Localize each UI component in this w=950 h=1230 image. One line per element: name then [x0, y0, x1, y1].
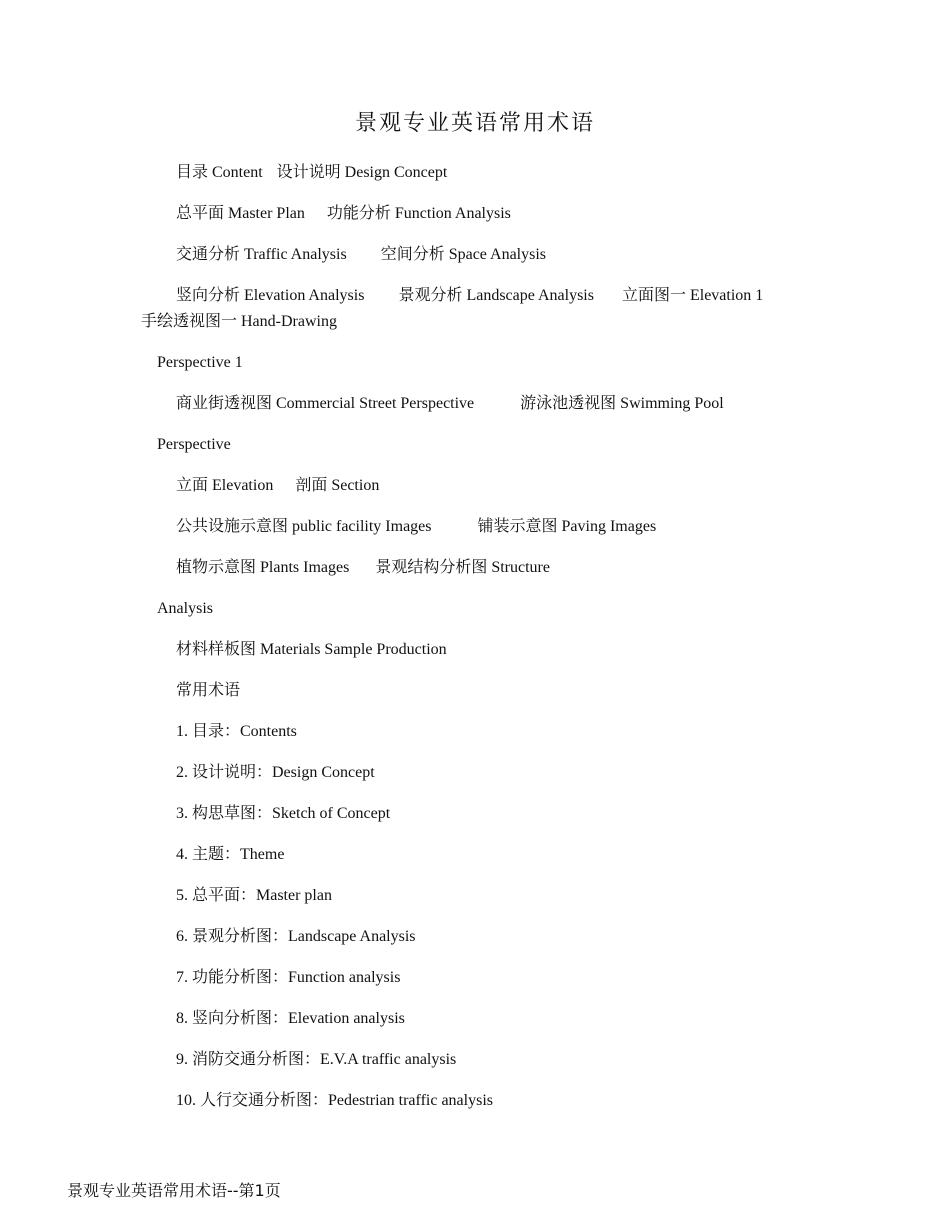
toc-entry: 立面 Elevation [176, 477, 274, 494]
toc-entry: 竖向分析 Elevation Analysis [176, 287, 365, 304]
toc-row-6: Perspective 1 [157, 354, 243, 371]
toc-entry: 铺装示意图 Paving Images [477, 518, 657, 535]
toc-entry: 空间分析 Space Analysis [380, 246, 547, 263]
toc-row-5: 手绘透视图一 Hand-Drawing [141, 313, 337, 330]
toc-row-10 [176, 517, 656, 537]
term-item: 2. 设计说明：Design Concept [176, 764, 375, 781]
toc-row-13: 材料样板图 Materials Sample Production [176, 641, 447, 658]
term-item: 4. 主题：Theme [176, 846, 285, 863]
document-title: 景观专业英语常用术语 [354, 110, 595, 135]
toc-entry: 剖面 Section [295, 477, 380, 494]
toc-row-11 [176, 558, 550, 578]
toc-row-1 [176, 163, 447, 183]
toc-entry: 功能分析 Function Analysis [326, 205, 511, 222]
term-item: 8. 竖向分析图：Elevation analysis [176, 1010, 405, 1027]
toc-row-7 [176, 394, 724, 414]
toc-row-9 [176, 476, 379, 496]
term-item: 5. 总平面：Master plan [176, 887, 332, 904]
term-item: 10. 人行交通分析图：Pedestrian traffic analysis [176, 1092, 493, 1109]
toc-entry: 植物示意图 Plants Images [176, 559, 350, 576]
toc-entry: 公共设施示意图 public facility Images [176, 518, 432, 535]
term-item: 3. 构思草图：Sketch of Concept [176, 805, 391, 822]
toc-entry: 目录 Content [176, 164, 263, 181]
toc-entry: 游泳池透视图 Swimming Pool [520, 395, 724, 412]
toc-entry: 立面图一 Elevation 1 [621, 287, 764, 304]
toc-entry: 总平面 Master Plan [176, 205, 305, 222]
toc-row-3 [176, 245, 546, 265]
toc-row-12: Analysis [157, 600, 213, 617]
toc-entry: 交通分析 Traffic Analysis [176, 246, 347, 263]
term-item: 7. 功能分析图：Function analysis [176, 969, 401, 986]
toc-entry: 景观结构分析图 Structure [375, 559, 550, 576]
toc-entry: 景观分析 Landscape Analysis [398, 287, 594, 304]
toc-row-8: Perspective [157, 436, 231, 453]
toc-row-2 [176, 204, 511, 224]
term-item: 6. 景观分析图：Landscape Analysis [176, 928, 416, 945]
term-item: 9. 消防交通分析图：E.V.A traffic analysis [176, 1051, 457, 1068]
toc-entry: 商业街透视图 Commercial Street Perspective [176, 395, 475, 412]
toc-row-4 [176, 286, 763, 306]
section-heading: 常用术语 [176, 682, 241, 699]
page-footer: 景观专业英语常用术语--第1页 [67, 1181, 281, 1200]
term-item: 1. 目录：Contents [176, 723, 297, 740]
toc-entry: 设计说明 Design Concept [276, 164, 448, 181]
